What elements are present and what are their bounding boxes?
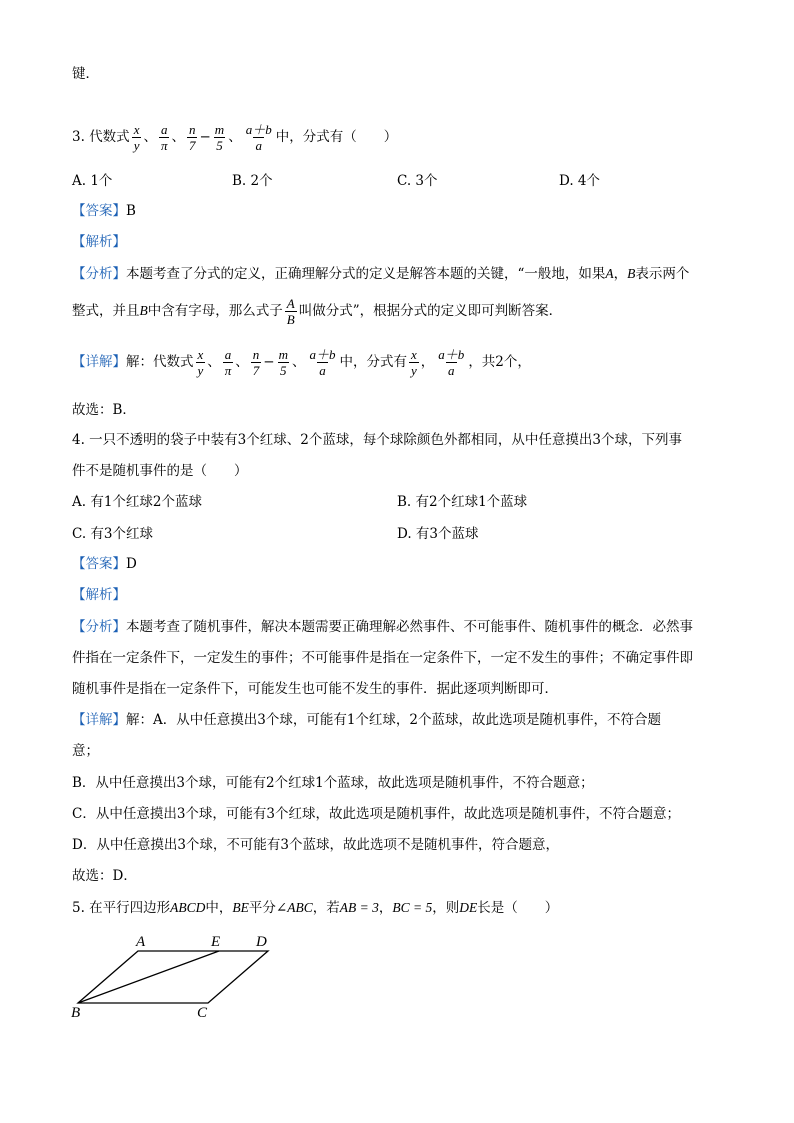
q4-stem-line-1: 4. 一只不透明的袋子中装有3个红球、2个蓝球，每个球除颜色外都相同，从中任意摸出3个球，下列事 (72, 432, 682, 448)
q3-fenxi-line-2: 整式，并且B中含有字母，那么式子 $\frac{A}{B}$ 叫做分式”，根据分式的定义即可判断答案． (72, 296, 563, 327)
q4-xiangjie-line-1: 【详解】解：A．从中任意摸出3个球，可能有1个红球，2个蓝球，故此选项是随机事件，不符合题 (72, 712, 662, 728)
q3-option-a: A. 1个 (72, 173, 113, 189)
answer-value: D (126, 556, 137, 572)
q4-xiangjie-option-c: C．从中任意摸出3个球，可能有3个红球，故此选项是随机事件，故此选项是随机事件，不符合题意； (72, 806, 681, 822)
fenxi-tag: 【分析】 (72, 619, 126, 635)
q4-option-a: A. 有1个红球2个蓝球 (72, 494, 203, 510)
analysis-tag: 【解析】 (72, 234, 126, 250)
q3-stem-suffix: 中，分式有（ ） (275, 129, 398, 145)
label-b: B (71, 1005, 81, 1020)
fraction-n-over-7: $\frac{n}{7}$ (188, 122, 196, 153)
q3-option-d: D. 4个 (559, 173, 601, 189)
fraction-aplusb-over-a: $\frac{a+b}{a}$ (309, 347, 336, 378)
q3-xiangjie: 【详解】解：代数式 $\frac{x}{y}$ 、 $\frac{a}{\pi}$ 、 $\frac{n}{7}$ − $\frac{m}{5}$ 、 $\frac{a+b}{a}$ 中，分式有 $\frac{x}{y}$ ， $\frac{a+b}{a}$ ，共2个， (72, 347, 531, 378)
q4-answer (72, 554, 137, 574)
fraction-n-over-7: $\frac{n}{7}$ (252, 347, 260, 378)
q4-xiangjie-option-b: B．从中任意摸出3个球，可能有2个红球1个蓝球，故此选项是随机事件，不符合题意； (72, 775, 594, 791)
q4-option-c: C. 有3个红球 (72, 526, 154, 542)
parallelogram-abcd (78, 951, 268, 1003)
label-d: D (256, 934, 267, 950)
parallelogram-figure (66, 930, 296, 1020)
answer-tag: 【答案】 (72, 203, 126, 219)
xiangjie-tag: 【详解】 (72, 712, 126, 728)
fenxi-tag: 【分析】 (72, 266, 126, 282)
fraction-m-over-5: $\frac{m}{5}$ (214, 122, 225, 153)
answer-tag: 【答案】 (72, 556, 126, 572)
q4-conclusion: 故选：D． (72, 868, 137, 884)
fraction-x-over-y: $\frac{x}{y}$ (133, 122, 140, 153)
analysis-tag: 【解析】 (72, 587, 126, 603)
q4-option-d: D. 有3个蓝球 (397, 526, 479, 542)
answer-value: B (126, 203, 136, 219)
fraction-x-over-y: $\frac{x}{y}$ (197, 347, 204, 378)
segment-be (78, 951, 219, 1003)
q4-xiangjie-line-2: 意； (72, 743, 99, 759)
q3-number: 3. (72, 129, 85, 145)
label-a: A (136, 934, 146, 950)
label-c: C (197, 1005, 208, 1020)
q4-fenxi-line-1: 【分析】本题考查了随机事件，解决本题需要正确理解必然事件、不可能事件、随机事件的概念．必然事 (72, 619, 693, 635)
fraction-aplusb-over-a: $\frac{a+b}{a}$ (245, 122, 272, 153)
q4-stem-line-2: 件不是随机事件的是（ ） (72, 463, 248, 479)
q3-fenxi-line-1: 【分析】本题考查了分式的定义，正确理解分式的定义是解答本题的关键，“一般地，如果A，B表示两个 (72, 266, 690, 282)
xiangjie-tag: 【详解】 (72, 354, 126, 370)
previous-question-tail: 键． (72, 66, 99, 82)
fraction-a-over-pi: $\frac{a}{\pi}$ (224, 347, 232, 378)
q4-xiangjie-option-d: D．从中任意摸出3个球，不可能有3个蓝球，故此选项不是随机事件，符合题意， (72, 837, 560, 853)
q3-analysis-heading (72, 232, 126, 252)
fraction-x-over-y: $\frac{x}{y}$ (411, 347, 417, 378)
fraction-A-over-B: $\frac{A}{B}$ (286, 296, 295, 327)
q3-conclusion: 故选：B． (72, 402, 136, 418)
q4-option-b: B. 有2个红球1个蓝球 (397, 494, 528, 510)
q3-answer (72, 201, 136, 221)
q4-analysis-heading (72, 585, 126, 605)
fraction-a-over-pi: $\frac{a}{\pi}$ (160, 122, 168, 153)
q3-stem-prefix: 代数式 (89, 129, 130, 145)
q4-fenxi-line-3: 随机事件是指在一定条件下，可能发生也可能不发生的事件．据此逐项判断即可． (72, 681, 558, 697)
q3-stem: 3. 代数式 $\frac{x}{y}$ 、 $\frac{a}{\pi}$ 、 $\frac{n}{7}$ − $\frac{m}{5}$ 、 $\frac{a+b}{a}$ 中，分式有（ ） (72, 122, 398, 153)
q3-option-c: C. 3个 (397, 173, 438, 189)
q3-option-b: B. 2个 (232, 173, 273, 189)
fraction-m-over-5: $\frac{m}{5}$ (278, 347, 288, 378)
q5-stem: 5. 在平行四边形ABCD中，BE平分∠ABC，若AB = 3，BC = 5，则DE长是（ ） (72, 900, 559, 916)
fraction-aplusb-over-a: $\frac{a+b}{a}$ (438, 347, 465, 378)
label-e: E (211, 934, 221, 950)
q4-fenxi-line-2: 件指在一定条件下，一定发生的事件；不可能事件是指在一定条件下，一定不发生的事件；不确定事件即 (72, 650, 693, 666)
